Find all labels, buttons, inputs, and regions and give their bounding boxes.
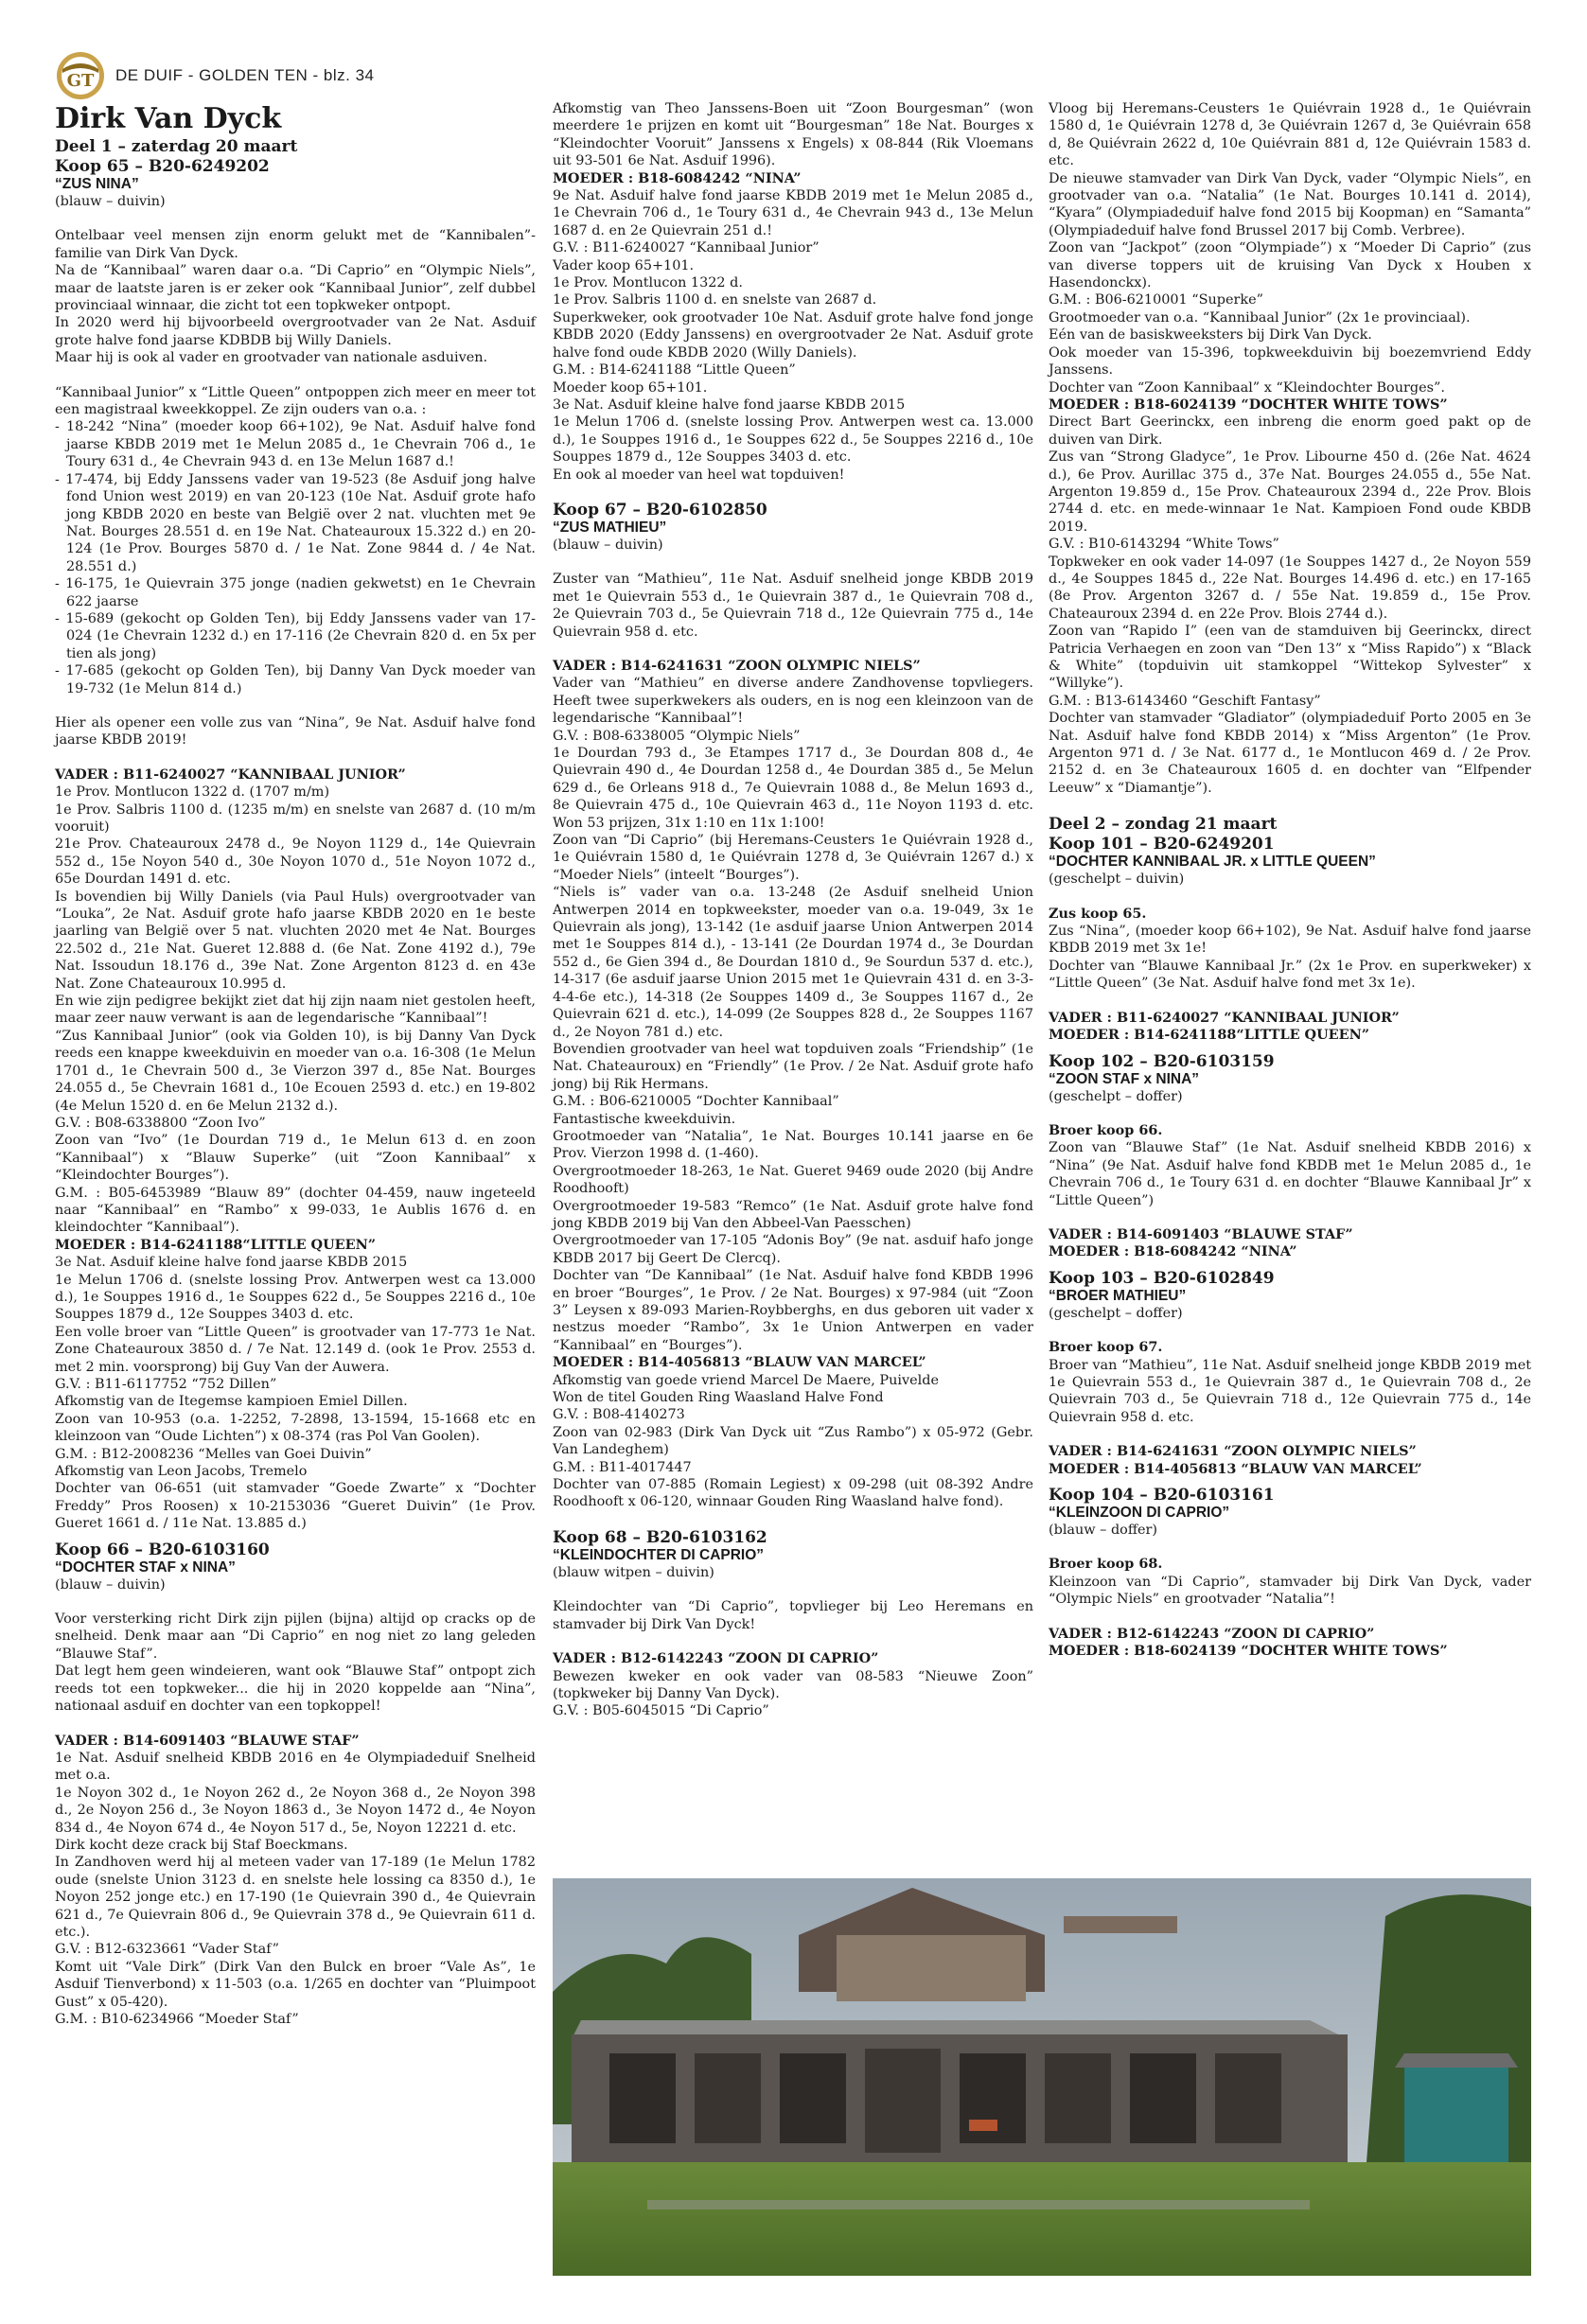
lot-heading: Koop 66 – B20-6103160 <box>55 1540 270 1559</box>
spacer <box>553 484 1033 501</box>
parent-line: MOEDER : B14-4056813 “BLAUW VAN MARCEL” <box>1049 1460 1422 1477</box>
paragraph: Afkomstig van de Itegemse kampioen Emiel Dillen. <box>55 1394 408 1410</box>
parent-line: MOEDER : B18-6084242 “NINA” <box>1049 1243 1297 1260</box>
spacer <box>1049 1105 1531 1122</box>
paragraph: 3e Nat. Asduif kleine halve fond jaarse KBDB 2015 <box>553 396 906 413</box>
paragraph: Komt uit “Vale Dirk” (Dirk Van den Bulck en broer “Vale As”, 1e Asduif Tienverbond) x 11-503 (o.a. 1/265 en dochter van “Pluimpoot Gust” x 05-420). <box>55 1959 536 2010</box>
paragraph: Dochter van “Blauwe Kannibaal Jr.” (2x 1e Prov. en superkweker) x “Little Queen” (3e Nat. Asduif halve fond met 3x 1e). <box>1049 958 1531 992</box>
lot-heading: Koop 68 – B20-6103162 <box>553 1527 767 1547</box>
lot-name: “ZUS NINA” <box>55 176 139 192</box>
paragraph: De nieuwe stamvader van Dirk Van Dyck, vader “Olympic Niels”, en grootvader van o.a. “Natalia” (1e Nat. Bourges 10.141 d. 2014), “Kyara” (Olympiadeduif halve fond 2015 bij Koopman) en “Samanta” (Olympiadeduif halve fond Brussel 2017 bij Comb. Verbree). <box>1049 170 1531 238</box>
paragraph: Afkomstig van Theo Janssens-Boen uit “Zoon Bourgesman” (won meerdere 1e prijzen en komt uit “Bourgesman” 18e Nat. Bourges x “Kleindochter Vooruit” Janssens x Engels) x 08-844 (Rik Vloemans uit 93-501 6e Nat. Asduif 1996). <box>553 101 1033 169</box>
paragraph: G.M. : B14-6241188 “Little Queen” <box>553 362 796 379</box>
article-title: Dirk Van Dyck <box>55 102 282 135</box>
paragraph: G.M. : B12-2008236 “Melles van Goei Duivin” <box>55 1446 372 1462</box>
paragraph: Fantastische kweekduivin. <box>553 1111 736 1127</box>
article-column-3 <box>1049 100 1531 1660</box>
paragraph: 3e Nat. Asduif kleine halve fond jaarse KBDB 2015 <box>55 1255 408 1271</box>
paragraph: Zoon van “Ivo” (1e Dourdan 719 d., 1e Melun 613 d. en zoon “Kannibaal”) x “Blauw Superke” (uit “Zoon Kannibaal” x “Kleindochter Bourges”). <box>55 1133 536 1184</box>
paragraph: (blauw witpen – duivin) <box>553 1564 714 1580</box>
svg-text:GT: GT <box>66 71 95 91</box>
spacer <box>55 1716 536 1733</box>
paragraph: (blauw – doffer) <box>1049 1523 1158 1538</box>
spacer <box>553 1511 1033 1528</box>
paragraph: Won de titel Gouden Ring Waasland Halve Fond <box>553 1390 884 1406</box>
lot-heading: Koop 102 – B20-6103159 <box>1049 1051 1275 1071</box>
paragraph: “Zus Kannibaal Junior” (ook via Golden 10), is bij Danny Van Dyck reeds een knappe kweekduivin en moeder van o.a. 16-308 (1e Melun 1701 d., 1e Chevrain 500 d., 3e Vierzon 397 d., 85e Nat. Bourges 24.055 d., 5e Chevrain 1681 d., 10e Ecouen 2593 d. etc.) en 19-802 (4e Melun 1520 d. en 6e Melun 2132 d.). <box>55 1028 536 1114</box>
paragraph: 1e Dourdan 793 d., 3e Etampes 1717 d., 3e Dourdan 808 d., 4e Quievrain 490 d., 4e Dourdan 1258 d., 4e Dourdan 385 d., 5e Melun 629 d., 6e Orleans 918 d., 7e Quievrain 1088 d., 8e Melun 1693 d., 8e Quievrain 475 d., 10e Quievrain 463 d., 11e Noyon 1193 d. etc. Won 53 prijzen, 31x 1:10 en 11x 1:100! <box>553 746 1033 831</box>
paragraph: Zoon van “Jackpot” (zoon “Olympiade”) x “Moeder Di Caprio” (zus van diverse toppers uit de kruising Van Dyck x Houben x Hasendonckx). <box>1049 240 1531 291</box>
spacer <box>1049 1209 1531 1226</box>
spacer <box>1049 1045 1531 1052</box>
spacer <box>55 697 536 714</box>
paragraph: En wie zijn pedigree bekijkt ziet dat hij zijn naam niet gestolen heeft, maar zeer nauw verwant is aan de legendarische “Kannibaal”! <box>55 994 536 1027</box>
paragraph: Dat legt hem geen windeieren, want ook “Blauwe Staf” ontpopt zich reeds tot een topkweker... die hij in 2020 koppelde aan “Nina”, nationaal asduif en dochter van een topkoppel! <box>55 1664 536 1715</box>
paragraph: 1e Nat. Asduif snelheid KBDB 2016 en 4e Olympiadeduif Snelheid met o.a. <box>55 1750 536 1784</box>
paragraph: Dochter van “De Kannibaal” (1e Nat. Asduif halve fond KBDB 1996 en broer “Bourges”, 1e Prov. / 2e Nat. Bourges) x 97-984 (uit “Zoon 3” Leysen x 89-093 Marien-Roybberghs, en dus geboren uit vader x nestzus moeder “Rambo”, 3x 1e Union Antwerpen en vader “Kannibaal” en “Bourges”). <box>553 1268 1033 1353</box>
parent-line: VADER : B14-6241631 “ZOON OLYMPIC NIELS” <box>553 657 921 674</box>
paragraph: Een volle broer van “Little Queen” is grootvader van 17-773 1e Nat. Zone Chateauroux 3850 d. / 7e Nat. 12.149 d. (ook 1e Prov. 2553 d. met 2 min. voorsprong) bij Guy Van der Auwera. <box>55 1324 536 1375</box>
lot-name: “ZUS MATHIEU” <box>553 519 667 536</box>
lot-heading: Koop 101 – B20-6249201 <box>1049 835 1275 854</box>
paragraph: G.V. : B10-6143294 “White Tows” <box>1049 537 1279 553</box>
parent-line: VADER : B12-6142243 “ZOON DI CAPRIO” <box>1049 1625 1375 1642</box>
lot-name: “KLEINDOCHTER DI CAPRIO” <box>553 1546 765 1563</box>
paragraph: 1e Prov. Montlucon 1322 d. (1707 m/m) <box>55 784 330 801</box>
paragraph: Is bovendien bij Willy Daniels (via Paul Huls) overgrootvader van “Louka”, 2e Nat. Asduif grote hafo jaarse KBDB 2020 en 1e beste jaarling van België over 5 nat. vluchten 2020 met 4e Nat. Bourges 22.502 d., 21e Nat. Gueret 12.888 d. (6e Nat. Zone 4192 d.), 79e Nat. Issoudun 18.176 d., 39e Nat. Zone Argenton 8123 d. en 43e Nat. Zone Chateauroux 10.995 d. <box>55 889 536 992</box>
paragraph: Dochter van 07-885 (Romain Legiest) x 09-298 (uit 08-392 Andre Roodhooft x 06-120, winnaar Gouden Ring Waasland halve fond). <box>553 1477 1033 1510</box>
spacer <box>55 367 536 384</box>
paragraph: 1e Noyon 302 d., 1e Noyon 262 d., 2e Noyon 368 d., 2e Noyon 398 d., 2e Noyon 256 d., 3e Noyon 1863 d., 3e Noyon 1472 d., 4e Noyon 834 d., 4e Noyon 674 d., 4e Noyon 517 d., 5e, Noyon 12221 d. etc. <box>55 1785 536 1836</box>
paragraph: 1e Melun 1706 d. (snelste lossing Prov. Antwerpen west ca 13.000 d.), 1e Souppes 1916 d., 1e Souppes 622 d., 5e Souppes 2216 d., 10e Souppes 1879 d., 12e Souppes 3403 d. etc. <box>55 1272 536 1323</box>
paragraph: Dochter van stamvader “Gladiator” (olympiadeduif Porto 2005 en 3e Nat. Asduif halve fond KBDB 2014) x “Miss Argenton” (1e Prov. Argenton 971 d. / 3e Nat. 6177 d., 1e Montlucon 469 d. / 2e Prov. 2152 d. en 3e Chateauroux 1605 d. en dochter van “Elfpender Leeuw” x “Diamantje”). <box>1049 711 1531 796</box>
parent-line: VADER : B11-6240027 “KANNIBAAL JUNIOR” <box>1049 1009 1400 1026</box>
paragraph: “Niels is” vader van o.a. 13-248 (2e Asduif snelheid Union Antwerpen 2014 en topkweekster, moeder van o.a. 19-049, 3x 1e Quievrain als jong), 13-142 (1e asduif jaarse Union Antwerpen 2014 met 1e Souppes 814 d.), - 13-141 (2e Dourdan 1974 d., 3e Dourdan 552 d., 6e Gien 394 d., 8e Dourdan 1810 d., 9e Sourdun 537 d. etc.), 14-317 (6e asduif jaarse Union 2015 met 1e Quievrain 431 d. en 3-3-4-4-6e etc.), 14-318 (2e Souppes 1409 d., 3e Souppes 1167 d., 2e Quievrain 621 d. etc.), 14-099 (2e Souppes 828 d., 2e Souppes 1167 d., 2e Noyon 781 d.) etc. <box>553 885 1033 1040</box>
paragraph: (geschelpt – duivin) <box>1049 872 1185 888</box>
paragraph: 1e Prov. Salbris 1100 d. en snelste van 2687 d. <box>553 292 877 308</box>
parent-line: MOEDER : B14-6241188“LITTLE QUEEN” <box>55 1236 377 1253</box>
list-item: - 16-175, 1e Quievrain 375 jonge (nadien gekwetst) en 1e Chevrain 622 jaarse <box>55 576 536 609</box>
paragraph: Topkweker en ook vader 14-097 (1e Souppes 1427 d., 2e Noyon 559 d., 4e Souppes 1845 d., 22e Nat. Bourges 14.496 d. etc.) en 17-165 (8e Prov. Argenton 3267 d. / 55e Nat. 19.859 d., 15e Prov. Chateauroux 2394 d. en 22e Prov. Blois 2744 d.). <box>1049 554 1531 622</box>
paragraph: “Kannibaal Junior” x “Little Queen” ontpoppen zich meer en meer tot een magistraal kweekkoppel. Ze zijn ouders van o.a. : <box>55 384 536 418</box>
paragraph: G.V. : B11-6240027 “Kannibaal Junior” <box>553 240 820 256</box>
paragraph: Afkomstig van goede vriend Marcel De Maere, Puivelde <box>553 1372 939 1388</box>
paragraph: In Zandhoven werd hij al meteen vader van 17-189 (1e Melun 1782 oude (snelste Union 3123 d. en snelste hele lossing ca 8350 d.), 1e Noyon 252 jonge etc.) en 17-190 (1e Quievrain 390 d., 4e Quievrain 621 d., 7e Quievrain 806 d., 9e Quievrain 378 d., 9e Quievrain 611 d. etc.). <box>55 1855 536 1940</box>
list-item: - 15-689 (gekocht op Golden Ten), bij Eddy Janssens vader van 17-024 (1e Chevrain 1232 d.) en 17-116 (2e Chevrain 820 d. en 5x per tien als jong) <box>55 610 536 661</box>
paragraph: Zoon van “Rapido I” (een van de stamduiven bij Geerinckx, direct Patricia Verhaegen en zoon van “Den 13” x “Miss Rapido”) x “Black & White” (topduivin uit stamkoppel “Wittekop Sylvester” x “Willyke”). <box>1049 624 1531 692</box>
spacer <box>553 1633 1033 1650</box>
paragraph: 21e Prov. Chateauroux 2478 d., 9e Noyon 1129 d., 14e Quievrain 552 d., 15e Noyon 540 d., 30e Noyon 1070 d., 51e Noyon 1072 d., 65e Dourdan 1491 d. etc. <box>55 836 536 888</box>
paragraph: Ook moeder van 15-396, topkweekduivin bij boezemvriend Eddy Janssens. <box>1049 344 1531 379</box>
header-text: DE DUIF - GOLDEN TEN - blz. 34 <box>115 66 375 84</box>
paragraph: 1e Melun 1706 d. (snelste lossing Prov. Antwerpen west ca. 13.000 d.), 1e Souppes 1916 d., 1e Souppes 622 d., 5e Souppes 2216 d., 10e Souppes 1879 d., 12e Souppes 3403 d. etc. <box>553 414 1033 466</box>
paragraph: Broer van “Mathieu”, 11e Nat. Asduif snelheid jonge KBDB 2019 met 1e Quievrain 553 d., 1e Quievrain 387 d., 1e Quievrain 708 d., 2e Quievrain 703 d., 5e Quievrain 718 d., 12e Quievrain 775 d., 14e Quievrain 958 d. etc. <box>1049 1357 1531 1425</box>
parent-line: MOEDER : B14-6241188“LITTLE QUEEN” <box>1049 1027 1370 1044</box>
paragraph: G.M. : B11-4017447 <box>553 1459 692 1475</box>
paragraph: Zoon van “Blauwe Staf” (1e Nat. Asduif snelheid KBDB 2016) x “Nina” (9e Nat. Asduif halve fond KBDB met 1e Melun 2085 d., 1e Chevrain 706 d., 1e Toury 631 d. en dochter “Blauwe Kannibaal Jr” x “Little Queen”) <box>1049 1140 1531 1208</box>
paragraph: Eén van de basiskweeksters bij Dirk Van Dyck. <box>1049 327 1372 343</box>
paragraph: Afkomstig van Leon Jacobs, Tremelo <box>55 1464 308 1480</box>
paragraph: En ook al moeder van heel wat topduiven! <box>553 467 845 483</box>
paragraph: G.M. : B06-6210001 “Superke” <box>1049 292 1263 308</box>
paragraph: Zoon van 10-953 (o.a. 1-2252, 7-2898, 13-1594, 15-1668 etc en kleinzoon van “Oude Lichten”) x 08-374 (ras Pol Van Goolen). <box>55 1411 536 1445</box>
spacer <box>55 1533 536 1541</box>
paragraph: Zoon van “Di Caprio” (bij Heremans-Ceusters 1e Quiévrain 1928 d., 1e Quiévrain 1580 d, 1e Quiévrain 1278 d, 3e Quiévrain 1267 d.) x “Moeder Niels” (inteelt “Bourges”). <box>553 833 1033 883</box>
spacer <box>553 554 1033 571</box>
section-heading: Deel 2 – zondag 21 maart <box>1049 815 1278 835</box>
note-line: Broer koop 68. <box>1049 1556 1163 1573</box>
spacer <box>1049 1261 1531 1269</box>
list-item: - 18-242 “Nina” (moeder koop 66+102), 9e Nat. Asduif halve fond jaarse KBDB 2019 met 1e Melun 2085 d., 1e Chevrain 706 d., 1e Toury 631 d., 4e Chevrain 943 d. en 13e Melun 1687 d.! <box>55 419 536 470</box>
paragraph: Overgrootmoeder 19-583 “Remco” (1e Nat. Asduif grote halve fond jong KBDB 2019 bij Van den Abbeel-Van Paesschen) <box>553 1198 1033 1231</box>
note-line: Broer koop 67. <box>1049 1339 1163 1356</box>
paragraph: Maar hij is ook al vader en grootvader van nationale asduiven. <box>55 350 488 366</box>
paragraph: 9e Nat. Asduif halve fond jaarse KBDB 2019 met 1e Melun 2085 d., 1e Chevrain 706 d., 1e Toury 631 d., 4e Chevrain 943 d., 13e Melun 1687 d. en 2e Quievrain 251 d.! <box>553 188 1033 238</box>
paragraph: Grootmoeder van “Natalia”, 1e Nat. Bourges 10.141 jaarse en 6e Prov. Vierzon 1998 d. (1-460). <box>553 1128 1033 1162</box>
spacer <box>553 641 1033 658</box>
parent-line: VADER : B14-6091403 “BLAUWE STAF” <box>55 1732 360 1749</box>
paragraph: Dochter van “Zoon Kannibaal” x “Kleindochter Bourges”. <box>1049 379 1445 396</box>
article-column-2 <box>553 100 1033 1720</box>
paragraph: 1e Prov. Salbris 1100 d. (1235 m/m) en snelste van 2687 d. (10 m/m vooruit) <box>55 801 536 835</box>
loft-photo <box>553 1878 1531 2276</box>
paragraph: Zus “Nina”, (moeder koop 66+102), 9e Nat. Asduif halve fond jaarse KBDB 2019 met 3x 1e! <box>1049 924 1531 957</box>
page-header <box>55 55 375 97</box>
paragraph: G.M. : B05-6453989 “Blauw 89” (dochter 04-459, nauw ingeteeld naar “Kannibaal” en “Rambo” x 99-033, 1e Aublis 1676 d. en kleindochter “Kannibaal”). <box>55 1185 536 1236</box>
paragraph: Na de “Kannibaal” waren daar o.a. “Di Caprio” en “Olympic Niels”, maar de laatste jaren is er zeker ook “Kannibaal Junior”, zelf dubbel provinciaal winnaar, die zicht tot een topkweker ontpopt. <box>55 263 536 314</box>
paragraph: Vloog bij Heremans-Ceusters 1e Quiévrain 1928 d., 1e Quiévrain 1580 d, 1e Quiévrain 1278 d, 3e Quiévrain 1267 d, 3e Quiévrain 658 d, 8e Quiévrain 2622 d, 10e Quiévrain 881 d, 12e Quiévrain 1583 d. etc. <box>1049 101 1531 169</box>
lot-name: “BROER MATHIEU” <box>1049 1287 1187 1304</box>
spacer <box>1049 1426 1531 1443</box>
parent-line: MOEDER : B18-6024139 “DOCHTER WHITE TOWS” <box>1049 1643 1448 1660</box>
spacer <box>1049 993 1531 1010</box>
paragraph: G.V. : B08-6338800 “Zoon Ivo” <box>55 1115 266 1131</box>
spacer <box>55 1593 536 1611</box>
paragraph: Vader koop 65+101. <box>553 257 695 273</box>
paragraph: G.V. : B08-4140273 <box>553 1407 685 1423</box>
paragraph: In 2020 werd hij bijvoorbeeld overgrootvader van 2e Nat. Asduif grote halve fond jaarse KDBDB bij Willy Daniels. <box>55 315 536 348</box>
paragraph: Kleinzoon van “Di Caprio”, stamvader bij Dirk Van Dyck, vader “Olympic Niels” en grootvader “Natalia”! <box>1049 1574 1531 1608</box>
paragraph: (blauw – duivin) <box>55 1576 166 1593</box>
paragraph: Voor versterking richt Dirk zijn pijlen (bijna) altijd op cracks op de snelheid. Denk maar aan “Di Caprio” en nog niet zo lang geleden “Blauwe Staf”. <box>55 1611 536 1662</box>
paragraph: Direct Bart Geerinckx, een inbreng die enorm goed pakt op de duiven van Dirk. <box>1049 414 1531 448</box>
lot-heading: Koop 104 – B20-6103161 <box>1049 1486 1275 1505</box>
parent-line: VADER : B14-6091403 “BLAUWE STAF” <box>1049 1225 1353 1242</box>
paragraph: (blauw – duivin) <box>55 194 166 209</box>
paragraph: G.M. : B06-6210005 “Dochter Kannibaal” <box>553 1094 839 1110</box>
parent-line: VADER : B11-6240027 “KANNIBAAL JUNIOR” <box>55 766 406 783</box>
list-item: - 17-685 (gekocht op Golden Ten), bij Danny Van Dyck moeder van 19-732 (1e Melun 814 d.) <box>55 663 536 696</box>
paragraph: Zoon van 02-983 (Dirk Van Dyck uit “Zus Rambo”) x 05-972 (Gebr. Van Landeghem) <box>553 1424 1033 1458</box>
paragraph: Bewezen kweker en ook vader van 08-583 “Nieuwe Zoon” (topkweker bij Danny Van Dyck). <box>553 1668 1033 1701</box>
paragraph: Dirk kocht deze crack bij Staf Boeckmans. <box>55 1837 348 1853</box>
lot-name: “DOCHTER STAF x NINA” <box>55 1558 236 1576</box>
note-line: Zus koop 65. <box>1049 905 1147 922</box>
parent-line: MOEDER : B18-6024139 “DOCHTER WHITE TOWS” <box>1049 396 1448 413</box>
paragraph: (geschelpt – doffer) <box>1049 1088 1183 1104</box>
paragraph: G.M. : B10-6234966 “Moeder Staf” <box>55 2012 299 2027</box>
paragraph: Moeder koop 65+101. <box>553 379 708 396</box>
lot-name: “ZOON STAF x NINA” <box>1049 1070 1200 1087</box>
paragraph: G.M. : B13-6143460 “Geschift Fantasy” <box>1049 693 1321 709</box>
note-line: Broer koop 66. <box>1049 1121 1163 1138</box>
spacer <box>55 210 536 227</box>
lot-heading: Koop 65 – B20-6249202 <box>55 157 270 176</box>
spacer <box>1049 1478 1531 1486</box>
lot-name: “DOCHTER KANNIBAAL JR. x LITTLE QUEEN” <box>1049 854 1376 871</box>
paragraph: Vader van “Mathieu” en diverse andere Zandhovense topvliegers. Heeft twee superkwekers als ouders, en is nog een kleinzoon van de legendarische “Kannibaal”! <box>553 676 1033 727</box>
paragraph: G.V. : B05-6045015 “Di Caprio” <box>553 1703 769 1719</box>
spacer <box>1049 889 1531 906</box>
spacer <box>1049 797 1531 814</box>
paragraph: Zuster van “Mathieu”, 11e Nat. Asduif snelheid jonge KBDB 2019 met 1e Quievrain 553 d., 1e Quievrain 387 d., 1e Quievrain 708 d., 2e Quievrain 703 d., 5e Quievrain 718 d., 12e Quievrain 775 d., 14e Quievrain 958 d. etc. <box>553 572 1033 640</box>
spacer <box>1049 1322 1531 1339</box>
article-column-1 <box>55 102 536 2028</box>
list-item: - 17-474, bij Eddy Janssens vader van 19-523 (8e Asduif jong halve fond Union west 2019) en van 20-123 (10e Nat. Asduif grote hafo jong KBDB 2020 en beste van België over 2 nat. vluchten met 9e Nat. Bourges 28.551 d. en 19e Nat. Chateauroux 15.322 d.) en 20-124 (1e Prov. Bourges 5870 d. / 1e Nat. Zone 9844 d. / 4e Nat. 28.551 d.) <box>55 471 536 574</box>
parent-line: MOEDER : B14-4056813 “BLAUW VAN MARCEL” <box>553 1354 926 1371</box>
spacer <box>1049 1539 1531 1556</box>
paragraph: Overgrootmoeder van 17-105 “Adonis Boy” (9e nat. asduif hafo jonge KBDB 2017 bij Geert De Clercq). <box>553 1233 1033 1266</box>
paragraph: Dochter van 06-651 (uit stamvader “Goede Zwarte” x “Dochter Freddy” Pros Roosen) x 10-2153036 “Gueret Duivin” (1e Prov. Gueret 1661 d. / 11e Nat. 13.885 d.) <box>55 1481 536 1532</box>
parent-line: VADER : B14-6241631 “ZOON OLYMPIC NIELS” <box>1049 1443 1417 1460</box>
lot-heading: Koop 67 – B20-6102850 <box>553 500 767 519</box>
paragraph: Kleindochter van “Di Caprio”, topvlieger bij Leo Heremans en stamvader bij Dirk Van Dyck! <box>553 1599 1033 1632</box>
parent-line: MOEDER : B18-6084242 “NINA” <box>553 169 802 186</box>
section-heading: Deel 1 – zaterdag 20 maart <box>55 137 298 156</box>
paragraph: G.V. : B11-6117752 “752 Dillen” <box>55 1377 277 1392</box>
paragraph: (blauw – duivin) <box>553 537 663 553</box>
paragraph: 1e Prov. Montlucon 1322 d. <box>553 275 743 291</box>
lot-name: “KLEINZOON DI CAPRIO” <box>1049 1505 1230 1521</box>
paragraph: Hier als opener een volle zus van “Nina”, 9e Nat. Asduif halve fond jaarse KBDB 2019! <box>55 714 536 748</box>
parent-line: VADER : B12-6142243 “ZOON DI CAPRIO” <box>553 1650 879 1667</box>
paragraph: Overgrootmoeder 18-263, 1e Nat. Gueret 9469 oude 2020 (bij Andre Roodhooft) <box>553 1163 1033 1197</box>
paragraph: G.V. : B08-6338005 “Olympic Niels” <box>553 728 801 744</box>
paragraph: Ontelbaar veel mensen zijn enorm gelukt met de “Kannibalen”-familie van Dirk Van Dyck. <box>55 228 536 261</box>
lot-heading: Koop 103 – B20-6102849 <box>1049 1268 1275 1288</box>
paragraph: Bovendien grootvader van heel wat topduiven zoals “Friendship” (1e Nat. Chateauroux) en “Friendly” (1e Prov. / 2e Nat. Asduif grote hafo jong) bij Rik Hermans. <box>553 1041 1033 1092</box>
paragraph: (geschelpt – doffer) <box>1049 1305 1183 1321</box>
spacer <box>1049 1609 1531 1626</box>
paragraph: Grootmoeder van o.a. “Kannibaal Junior” (2x 1e provinciaal). <box>1049 309 1471 326</box>
golden-ten-logo <box>55 50 106 101</box>
paragraph: G.V. : B12-6323661 “Vader Staf” <box>55 1942 279 1958</box>
paragraph: Superkweker, ook grootvader 10e Nat. Asduif grote halve fond jonge KBDB 2020 (Eddy Janssens) en overgrootvader 2e Nat. Asduif grote halve fond oude KBDB 2020 (Willy Daniels). <box>553 309 1033 361</box>
paragraph: Zus van “Strong Gladyce”, 1e Prov. Libourne 450 d. (26e Nat. 4624 d.), 6e Prov. Aurillac 375 d., 37e Nat. Bourges 24.055 d., 55e Nat. Argenton 19.859 d., 15e Prov. Chateauroux 2394 d., 22e Prov. Blois 2744 d. etc. en mede-winnaar 1e Nat. Kampioen Fond oude KBDB 2019. <box>1049 449 1531 535</box>
spacer <box>553 1581 1033 1598</box>
spacer <box>55 749 536 766</box>
